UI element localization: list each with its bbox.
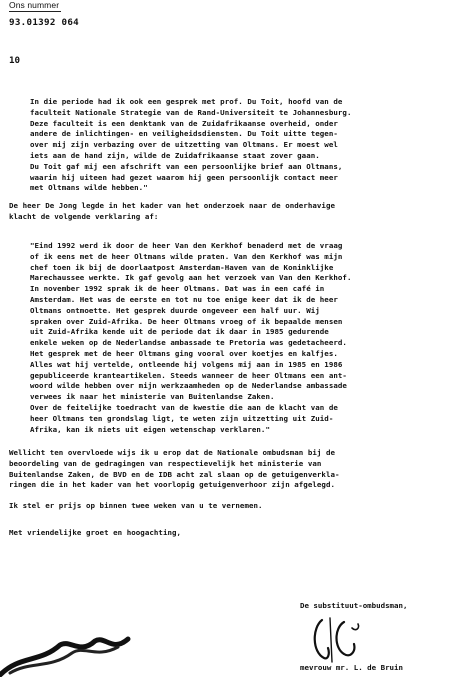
text-line: In die periode had ik ook een gesprek met prof. Du Toit, hoofd van de [30,97,343,106]
paragraph-de-jong-statement [30,241,351,435]
text-line: ringen die in het kader van het voorlopig getuigenverhoor zijn afgelegd. [9,480,335,490]
text-line: Alles wat hij vertelde, ontleende hij volgens mij aan in 1985 en 1986 [30,359,343,369]
text-line: over mij zijn verbazing over de uitzetting van Oltmans. Er moest wel [30,140,338,150]
text-line: heer Oltmans ten grondslag ligt, te weten zijn uitzetting uit Zuid- [30,413,334,423]
paragraph-de-jong-intro [9,201,335,223]
text-line: waarin hij uiteen had gezet waarom hij geen persoonlijk contact meer [30,172,338,182]
text-line: Met vriendelijke groet en hoogachting, [9,528,182,537]
text-line: Marechaussee werkte. Ik gaf gevolg aan het verzoek van Van den Kerkhof. [30,273,352,283]
text-line: Het gesprek met de heer Oltmans ging vooral over koetjes en kalfjes. [30,348,338,358]
text-line: klacht de volgende verklaring af: [9,211,159,221]
text-line: beoordeling van de gedragingen van respectievelijk het ministerie van [9,458,322,468]
paragraph-response-request [9,501,263,512]
text-line: Buitenlandse Zaken, de BVD en de IDB acht zal slaan op de getuigenverkla- [9,469,340,479]
text-line: Afrika, kan ik niets uit eigen wetenschap verklaren." [30,424,270,434]
text-line: iets aan de hand zijn, wilde de Zuidafrikaanse staat zover gaan. [30,150,320,160]
text-line: Du Toit gaf mij een afschrift van een persoonlijke brief aan Oltmans, [30,161,343,171]
text-line: faculteit Nationale Strategie van de Rand-Universiteit te Johannesburg. [30,107,352,117]
text-line: De heer De Jong legde in het kader van het onderzoek naar de onderhavige [9,201,335,210]
header-rule [9,11,61,12]
text-line: woord wilde hebben over mijn werkzaamheden op de Nederlandse ambassade [30,381,347,391]
paragraph-du-toit [30,97,351,194]
text-line: Wellicht ten overvloede wijs ik u erop dat de Nationale ombudsman bij de [9,448,335,457]
reference-label: Ons nummer [9,0,60,10]
paragraph-closing [9,528,181,539]
handwritten-signature [308,614,378,666]
text-line: Over de feitelijke toedracht van de kwestie die aan de klacht van de [30,402,338,412]
page-number: 10 [9,55,21,66]
text-line: verwees ik naar het ministerie van Buitenlandse Zaken. [30,392,275,402]
paragraph-ombudsman-note [9,448,340,491]
text-line: spraken over Zuid-Afrika. De heer Oltmans vroeg of ik bepaalde mensen [30,316,343,326]
text-line: Deze faculteit is een denktank van de Zuidafrikaanse overheid, onder [30,118,338,128]
text-line: Ik stel er prijs op binnen twee weken van u te vernemen. [9,501,263,510]
text-line: andere de inlichtingen- en veiligheidsdiensten. Du Toit uitte tegen- [30,129,338,139]
text-line: of ik eens met de heer Oltmans wilde praten. Van den Kerkhof was mijn [30,251,343,261]
text-line: gepubliceerde kranteartikelen. Steeds wanneer de heer Oltmans een ant- [30,370,347,380]
text-line: Oltmans ontmoette. Het gesprek duurde ongeveer een half uur. Wij [30,305,320,315]
text-line: Amsterdam. Het was de eerste en tot nu toe enige keer dat ik de heer [30,294,338,304]
text-line: enkele weken op de Nederlandse ambassade te Pretoria was gedetacheerd. [30,338,347,348]
scan-scribble-mark [0,635,140,677]
signatory-role: De substituut-ombudsman, [300,601,408,610]
text-line: chef toen ik bij de doorlaatpost Amsterdam-Haven van de Koninklijke [30,262,334,272]
text-line: In november 1992 sprak ik de heer Oltmans. Dat was in een café in [30,284,325,294]
text-line: uit Zuid-Afrika kende uit de periode dat ik daar in 1985 gedurende [30,327,329,337]
text-line: "Eind 1992 werd ik door de heer Van den Kerkhof benaderd met de vraag [30,241,343,250]
text-line: met Oltmans wilde hebben." [30,183,148,193]
signatory-name: mevrouw mr. L. de Bruin [300,663,403,672]
reference-number: 93.01392 064 [9,17,79,28]
